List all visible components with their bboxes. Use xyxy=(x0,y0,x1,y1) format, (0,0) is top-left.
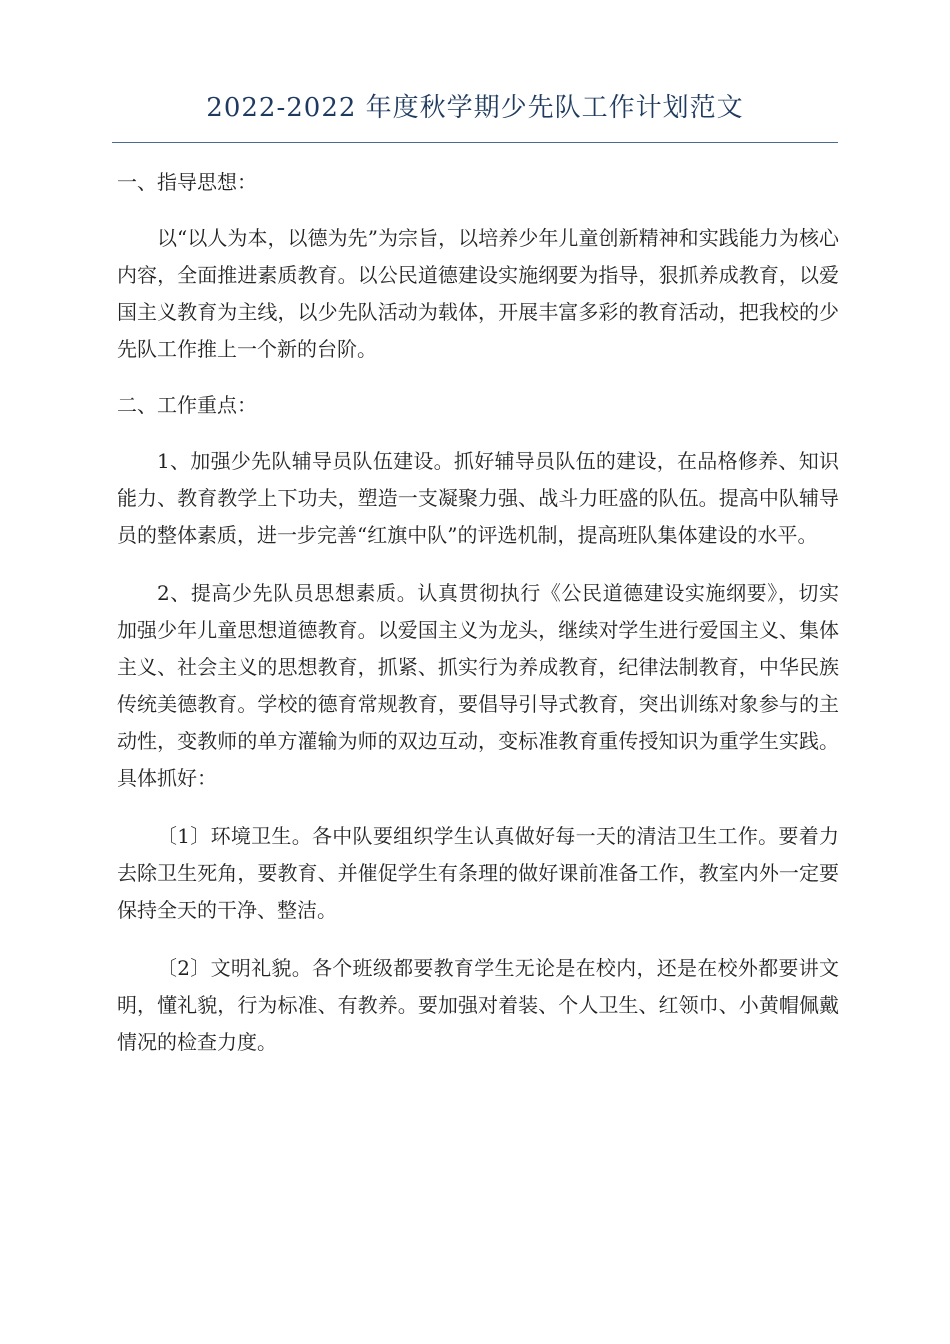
document-title: 2022-2022 年度秋学期少先队工作计划范文 xyxy=(206,93,744,123)
title-divider xyxy=(112,142,838,143)
section-heading-guiding-ideology: 一、指导思想： xyxy=(117,170,257,194)
document-body xyxy=(117,166,839,1082)
paragraph-environment-hygiene: 〔1〕环境卫生。各中队要组织学生认真做好每一天的清洁卫生工作。要着力去除卫生死角，要教育、并催促学生有条理的做好课前准备工作，教室内外一定要保持全天的干净、整洁。 xyxy=(117,824,839,922)
paragraph-ideological-quality: 2、提高少先队员思想素质。认真贯彻执行《公民道德建设实施纲要》，切实加强少年儿童思想道德教育。以爱国主义为龙头，继续对学生进行爱国主义、集体主义、社会主义的思想教育，抓紧、抓实行为养成教育，纪律法制教育，中华民族传统美德教育。学校的德育常规教育，要倡导引导式教育，突出训练对象参与的主动性，变教师的单方灌输为师的双边互动，变标准教育重传授知识为重学生实践。具体抓好： xyxy=(117,581,839,790)
paragraph-guiding-ideology: 以“以人为本，以德为先”为宗旨，以培养少年儿童创新精神和实践能力为核心内容，全面推进素质教育。以公民道德建设实施纲要为指导，狠抓养成教育，以爱国主义教育为主线，以少先队活动为载体，开展丰富多彩的教育活动，把我校的少先队工作推上一个新的台阶。 xyxy=(117,226,839,361)
paragraph-civility-courtesy: 〔2〕文明礼貌。各个班级都要教育学生无论是在校内，还是在校外都要讲文明，懂礼貌，行为标准、有教养。要加强对着装、个人卫生、红领巾、小黄帽佩戴情况的检查力度。 xyxy=(117,956,839,1054)
paragraph-counselor-team: 1、加强少先队辅导员队伍建设。抓好辅导员队伍的建设，在品格修养、知识能力、教育教学上下功夫，塑造一支凝聚力强、战斗力旺盛的队伍。提高中队辅导员的整体素质，进一步完善“红旗中队”的评选机制，提高班队集体建设的水平。 xyxy=(117,449,839,547)
section-heading-work-focus: 二、工作重点： xyxy=(117,393,257,417)
